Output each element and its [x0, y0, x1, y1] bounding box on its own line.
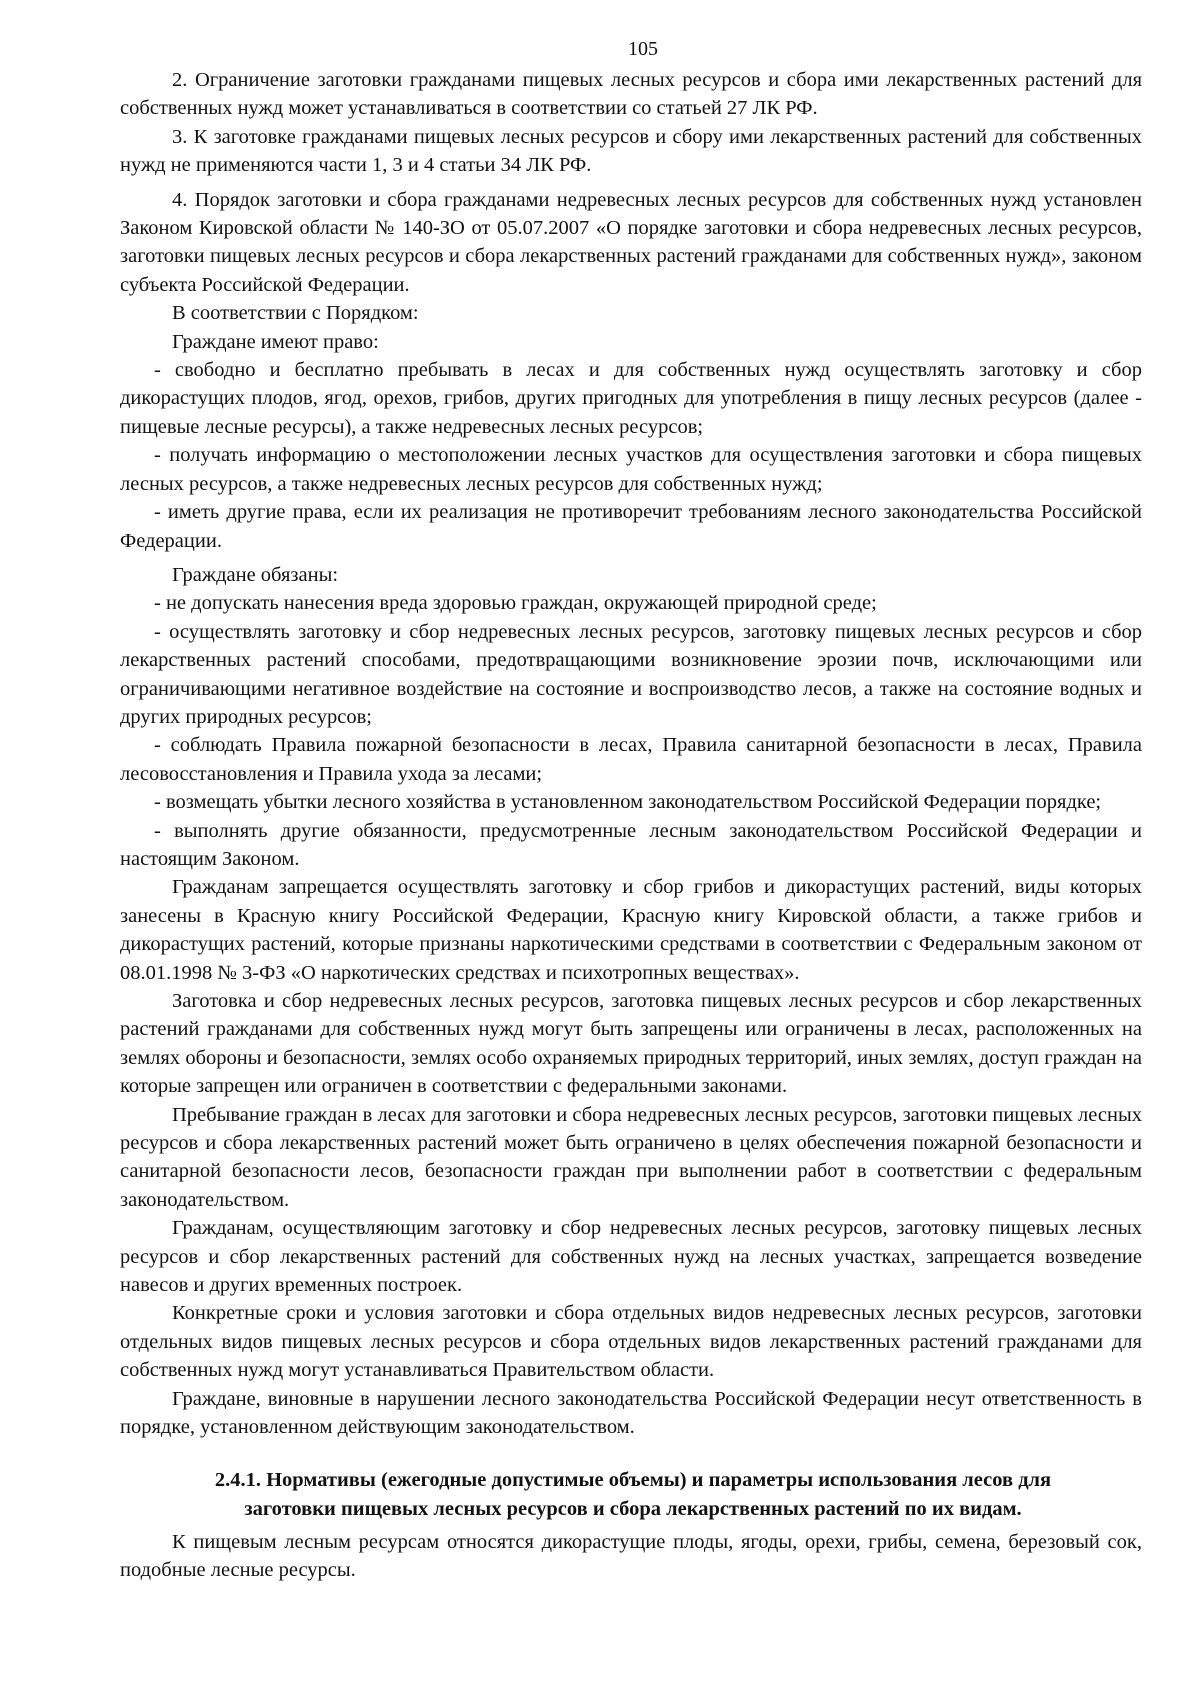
paragraph-article-3: 3. К заготовке гражданами пищевых лесных ресурсов и сбору ими лекарственных растений для собственных нужд не применяются части 1, 3 и 4 статьи 34 ЛК РФ.: [120, 125, 1142, 177]
list-item-duty-2: - осуществлять заготовку и сбор недревесных лесных ресурсов, заготовку пищевых лесных ресурсов и сбор лекарственных растений способами, предотвращающими возникновение эрозии почв, исключающими или ограничивающими негативное воздействие на состояние и воспроизводство лесов, а также на состояние водных и других природных ресурсов;: [120, 620, 1142, 728]
paragraph-stay-restriction: Пребывание граждан в лесах для заготовки и сбора недревесных лесных ресурсов, заготовки пищевых лесных ресурсов и сбора лекарственных растений может быть ограничено в целях обеспечения пожарной безопасности и санитарной безопасности лесов, безопасности граждан при выполнении работ в соответствии с федеральным законодательством.: [120, 1103, 1142, 1211]
document-page: [120, 36, 1142, 1584]
list-item-duty-5: - выполнять другие обязанности, предусмотренные лесным законодательством Российской Федерации и настоящим Законом.: [120, 819, 1142, 870]
paragraph-restricted-lands: Заготовка и сбор недревесных лесных ресурсов, заготовка пищевых лесных ресурсов и сбор лекарственных растений гражданами для собственных нужд могут быть запрещены или ограничены в лесах, расположенных на землях обороны и безопасности, землях особо охраняемых природных территорий, иных землях, доступ граждан на которые запрещен или ограничен в соответствии с федеральными законами.: [120, 990, 1142, 1098]
list-item-duty-3: - соблюдать Правила пожарной безопасности в лесах, Правила санитарной безопасности в лесах, Правила лесовосстановления и Правила ухода за лесами;: [120, 734, 1142, 785]
list-item-right-2: - получать информацию о местоположении лесных участков для осуществления заготовки и сбора пищевых лесных ресурсов, а также недревесных лесных ресурсов для собственных нужд;: [120, 444, 1142, 495]
section-heading: [120, 1466, 1142, 1524]
paragraph-citizens-rights-heading: Граждане имеют право:: [172, 330, 379, 353]
paragraph-citizens-duties-heading: Граждане обязаны:: [172, 563, 339, 586]
paragraph-prohibition-red-book: Гражданам запрещается осуществлять заготовку и сбор грибов и дикорастущих растений, виды которых занесены в Красную книгу Российской Федерации, Красную книгу Кировской области, а также грибов и дикорастущих растений, которые признаны наркотическими средствами в соответствии с Федеральным законом от 08.01.1998 № 3-ФЗ «О наркотических средствах и психотропных веществах».: [120, 876, 1142, 984]
page-number: 105: [628, 38, 658, 60]
list-item-duty-4: - возмещать убытки лесного хозяйства в установленном законодательством Российской Федерации порядке;: [154, 791, 1102, 814]
list-item-right-3: - иметь другие права, если их реализация не противоречит требованиям лесного законодательства Российской Федерации.: [120, 501, 1142, 552]
paragraph-liability: Граждане, виновные в нарушении лесного законодательства Российской Федерации несут ответственность в порядке, установленном действующим законодательством.: [120, 1387, 1142, 1439]
paragraph-article-4: 4. Порядок заготовки и сбора гражданами недревесных лесных ресурсов для собственных нужд установлен Законом Кировской области № 140-ЗО от 05.07.2007 «О порядке заготовки и сбора недревесных лесных ресурсов, заготовки пищевых лесных ресурсов и сбора лекарственных растений гражданами для собственных нужд», законом субъекта Российской Федерации.: [120, 188, 1142, 296]
paragraph-terms-conditions: Конкретные сроки и условия заготовки и сбора отдельных видов недревесных лесных ресурсов, заготовки отдельных видов пищевых лесных ресурсов и сбора отдельных видов лекарственных растений гражданами для собственных нужд могут устанавливаться Правительством области.: [120, 1302, 1142, 1382]
paragraph-article-2: 2. Ограничение заготовки гражданами пищевых лесных ресурсов и сбора ими лекарственных растений для собственных нужд может устанавливаться в соответствии со статьей 27 ЛК РФ.: [120, 69, 1142, 120]
paragraph-no-constructions: Гражданам, осуществляющим заготовку и сбор недревесных лесных ресурсов, заготовку пищевых лесных ресурсов и сбор лекарственных растений для собственных нужд на лесных участках, запрещается возведение навесов и других временных построек.: [120, 1217, 1142, 1297]
paragraph-according-to-procedure: В соответствии с Порядком:: [172, 302, 419, 325]
section-heading-line-2: заготовки пищевых лесных ресурсов и сбора лекарственных растений по их видам.: [244, 1497, 1022, 1520]
list-item-right-1: - свободно и бесплатно пребывать в лесах и для собственных нужд осуществлять заготовку и сбор дикорастущих плодов, ягод, орехов, грибов, других пригодных для употребления в пищу лесных ресурсов (далее - пищевые лесные ресурсы), а также недревесных лесных ресурсов;: [120, 359, 1142, 438]
list-item-duty-1: - не допускать нанесения вреда здоровью граждан, окружающей природной среде;: [154, 592, 877, 615]
section-heading-line-1: 2.4.1. Нормативы (ежегодные допустимые объемы) и параметры использования лесов для: [214, 1468, 1052, 1491]
paragraph-food-resources: К пищевым лесным ресурсам относятся дикорастущие плоды, ягоды, орехи, грибы, семена, березовый сок, подобные лесные ресурсы.: [120, 1530, 1142, 1581]
